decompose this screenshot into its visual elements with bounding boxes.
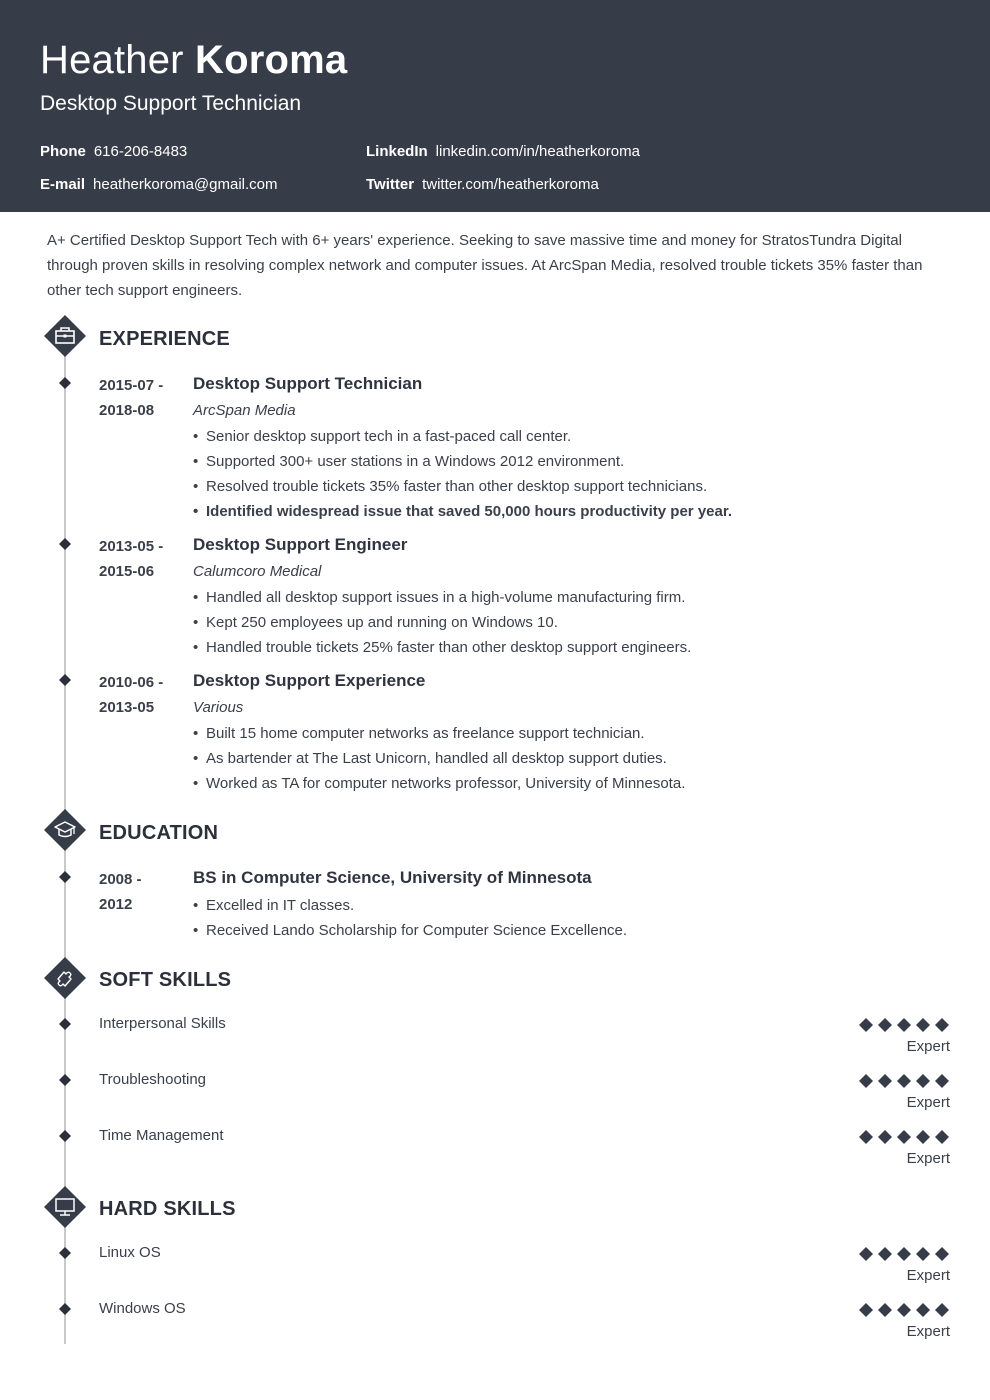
job-date-start: 2013-05 - <box>99 538 164 555</box>
skill-level: Expert <box>906 1323 950 1340</box>
job-role: Desktop Support Experience <box>193 671 426 690</box>
job-date-end: 2013-05 <box>99 699 155 716</box>
job-date-start: 2015-07 - <box>99 377 164 394</box>
briefcase-icon <box>44 315 86 357</box>
list-item: • Kept 250 employees up and running on Windows 10. <box>193 610 691 635</box>
list-item: • Received Lando Scholarship for Computer Science Excellence. <box>193 918 627 943</box>
contact-email <box>40 175 277 195</box>
soft-skills-title: SOFT SKILLS <box>99 969 232 991</box>
job-company: ArcSpan Media <box>193 402 296 419</box>
contact-twitter-label: Twitter <box>366 176 415 193</box>
skill-rating <box>858 1017 950 1033</box>
job-role: Desktop Support Engineer <box>193 535 408 554</box>
contact-phone-value: 616-206-8483 <box>93 143 188 160</box>
job-date-end: 2018-08 <box>99 402 155 419</box>
candidate-title: Desktop Support Technician <box>40 92 302 115</box>
skill-name: Interpersonal Skills <box>99 1015 226 1032</box>
rating-diamond-filled <box>916 1018 930 1032</box>
list-item: • Resolved trouble tickets 35% faster than other desktop support technicians. <box>193 474 732 499</box>
contact-twitter <box>366 175 599 195</box>
skill-rating <box>858 1302 950 1318</box>
rating-diamond-filled <box>935 1018 949 1032</box>
rating-diamond-filled <box>878 1018 892 1032</box>
skill-rating <box>858 1246 950 1262</box>
rating-diamond-filled <box>916 1303 930 1317</box>
education-date-start: 2008 - <box>99 871 142 888</box>
last-name: Koroma <box>195 38 348 82</box>
timeline-node <box>59 1018 71 1030</box>
rating-diamond-filled <box>878 1247 892 1261</box>
skill-name: Linux OS <box>99 1244 161 1261</box>
list-item: • Identified widespread issue that saved 50,000 hours productivity per year. <box>193 499 732 524</box>
contact-phone <box>40 142 187 162</box>
skill-level: Expert <box>906 1038 950 1055</box>
education-title: EDUCATION <box>99 822 219 844</box>
list-item: • Supported 300+ user stations in a Windows 2012 environment. <box>193 449 732 474</box>
rating-diamond-filled <box>935 1074 949 1088</box>
rating-diamond-filled <box>878 1130 892 1144</box>
job-bullets <box>193 585 691 660</box>
rating-diamond-filled <box>935 1130 949 1144</box>
timeline-line-education <box>64 834 66 966</box>
education-degree: BS in Computer Science, University of Minnesota <box>193 868 592 887</box>
rating-diamond-filled <box>859 1130 873 1144</box>
rating-diamond-filled <box>859 1018 873 1032</box>
education-date-end: 2012 <box>99 896 133 913</box>
rating-diamond-filled <box>897 1018 911 1032</box>
contact-email-label: E-mail <box>40 176 86 193</box>
job-date <box>99 373 163 423</box>
contact-linkedin-value[interactable]: linkedin.com/in/heatherkoroma <box>435 143 640 160</box>
rating-diamond-filled <box>878 1303 892 1317</box>
hard-skills-title: HARD SKILLS <box>99 1198 236 1220</box>
timeline-line-hard-skills <box>64 1212 66 1344</box>
list-item: • Excelled in IT classes. <box>193 893 627 918</box>
job-company: Various <box>193 699 244 716</box>
rating-diamond-filled <box>935 1247 949 1261</box>
rating-diamond-filled <box>897 1074 911 1088</box>
experience-title: EXPERIENCE <box>99 328 230 350</box>
contact-linkedin <box>366 142 640 162</box>
list-item: • Handled all desktop support issues in a high-volume manufacturing firm. <box>193 585 691 610</box>
skill-level: Expert <box>906 1267 950 1284</box>
job-date <box>99 670 163 720</box>
timeline-node <box>59 674 71 686</box>
job-date-end: 2015-06 <box>99 563 155 580</box>
list-item: • Worked as TA for computer networks professor, University of Minnesota. <box>193 771 685 796</box>
job-bullets <box>193 721 685 796</box>
job-company: Calumcoro Medical <box>193 563 322 580</box>
contact-email-value[interactable]: heatherkoroma@gmail.com <box>93 176 278 193</box>
timeline-node <box>59 1303 71 1315</box>
skill-rating <box>858 1129 950 1145</box>
timeline-node <box>59 1074 71 1086</box>
job-role: Desktop Support Technician <box>193 374 423 393</box>
job-date <box>99 534 163 584</box>
timeline-line-soft-skills <box>64 982 66 1196</box>
rating-diamond-filled <box>916 1130 930 1144</box>
list-item: • Senior desktop support tech in a fast-paced call center. <box>193 424 732 449</box>
education-date <box>99 867 142 917</box>
summary-text: A+ Certified Desktop Support Tech with 6+ years' experience. Seeking to save massive time and money for StratosTundra Digital through proven skills in resolving complex network and computer issues. At ArcSpan Media, resolved trouble tickets 35% faster than other tech support engineers. <box>47 232 923 299</box>
timeline-node <box>59 1130 71 1142</box>
list-item: • As bartender at The Last Unicorn, handled all desktop support duties. <box>193 746 685 771</box>
rating-diamond-filled <box>935 1303 949 1317</box>
contact-phone-label: Phone <box>40 143 86 160</box>
rating-diamond-filled <box>878 1074 892 1088</box>
monitor-icon <box>44 1186 86 1228</box>
first-name: Heather <box>40 38 184 82</box>
skill-level: Expert <box>906 1094 950 1111</box>
job-bullets <box>193 424 732 524</box>
rating-diamond-filled <box>859 1247 873 1261</box>
list-item: • Built 15 home computer networks as freelance support technician. <box>193 721 685 746</box>
timeline-line-experience <box>64 340 66 818</box>
resume-header <box>0 0 990 212</box>
skill-level: Expert <box>906 1150 950 1167</box>
skill-name: Time Management <box>99 1127 224 1144</box>
graduation-cap-icon <box>44 809 86 851</box>
timeline-node <box>59 377 71 389</box>
skill-rating <box>858 1073 950 1089</box>
rating-diamond-filled <box>897 1303 911 1317</box>
candidate-name <box>40 36 347 84</box>
contact-linkedin-label: LinkedIn <box>366 143 428 160</box>
timeline-node <box>59 871 71 883</box>
skill-name: Troubleshooting <box>99 1071 207 1088</box>
puzzle-icon <box>44 957 86 999</box>
rating-diamond-filled <box>916 1247 930 1261</box>
timeline-node <box>59 1247 71 1259</box>
rating-diamond-filled <box>897 1247 911 1261</box>
skill-name: Windows OS <box>99 1300 186 1317</box>
contact-twitter-value[interactable]: twitter.com/heatherkoroma <box>422 176 599 193</box>
education-bullets <box>193 893 627 943</box>
rating-diamond-filled <box>859 1074 873 1088</box>
list-item: • Handled trouble tickets 25% faster than other desktop support engineers. <box>193 635 691 660</box>
rating-diamond-filled <box>916 1074 930 1088</box>
rating-diamond-filled <box>859 1303 873 1317</box>
job-date-start: 2010-06 - <box>99 674 164 691</box>
rating-diamond-filled <box>897 1130 911 1144</box>
timeline-node <box>59 538 71 550</box>
